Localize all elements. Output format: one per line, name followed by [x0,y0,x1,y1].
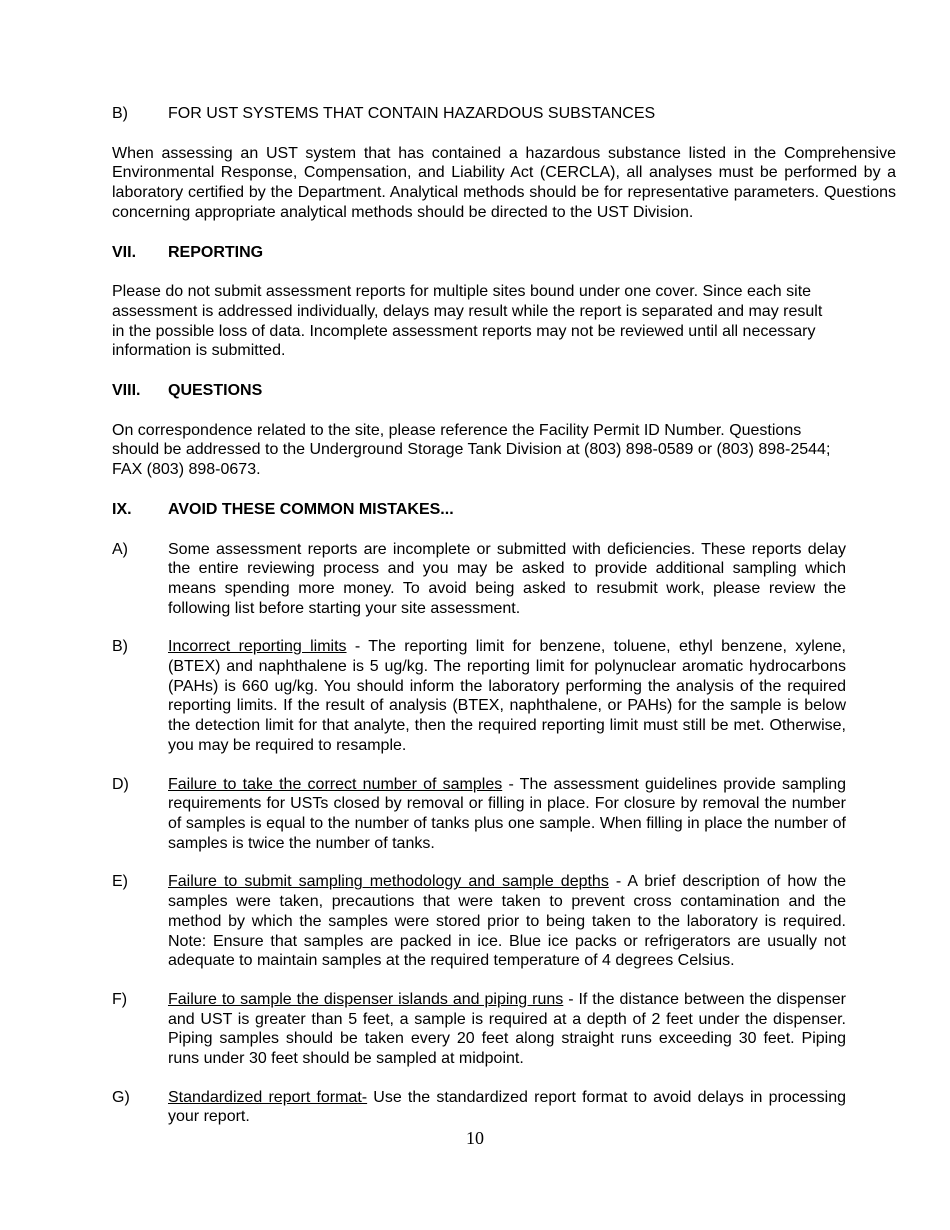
section-vii-number: VII. [112,243,137,261]
section-ix-heading [112,500,896,520]
item-text [168,540,896,619]
item-text [168,637,896,755]
item-body: - A brief description of how the samples were taken, precautions that were taken to prevent cross contamination and the method by which the samples were stored prior to being taken to the laboratory is required. Note: Ensure that samples are packed in ice. Blue ice packs or refrigerators are usually not adequate to maintain samples at the required temperature of 4 degrees Celsius. [168,873,846,970]
section-viii-heading [112,381,896,401]
section-viii-number: VIII. [112,382,141,400]
section-b-title: FOR UST SYSTEMS THAT CONTAIN HAZARDOUS SUBSTANCES [168,105,656,122]
list-item [112,637,896,755]
item-text [168,1088,896,1127]
section-ix-title: AVOID THESE COMMON MISTAKES... [168,500,454,518]
section-viii-title: QUESTIONS [168,382,263,400]
item-label: D) [112,775,129,793]
item-text [168,775,896,854]
item-heading: Failure to sample the dispenser islands and piping runs [168,990,564,1008]
item-label: G) [112,1088,130,1106]
section-viii-body: On correspondence related to the site, please reference the Facility Permit ID Number. Questions should be addressed to the Underground Storage Tank Division at (803) 898-0589 or (803) 898-2544; FAX (803) 898-0673. [112,421,831,479]
item-label: A) [112,540,128,558]
item-body: - The assessment guidelines provide sampling requirements for USTs closed by removal or filling in place. For closure by removal the number of samples is equal to the number of tanks plus one sample. When filling in place the number of samples is twice the number of tanks. [168,775,846,852]
item-heading: Standardized report format- [168,1088,368,1106]
item-body: Some assessment reports are incomplete or submitted with deficiencies. These reports delay the entire reviewing process and you may be asked to provide additional sampling which means spending more money. To avoid being asked to resubmit work, please review the following list before starting your site assessment. [168,540,846,617]
section-ix-number: IX. [112,500,132,518]
section-vii-heading [112,243,896,263]
list-item [112,540,896,619]
item-label: E) [112,873,128,891]
item-label: F) [112,990,128,1008]
item-body: Use the standardized report format to avoid delays in processing your report. [168,1088,846,1126]
section-vii-title: REPORTING [168,243,264,261]
item-heading: Failure to submit sampling methodology and sample depths [168,873,609,891]
item-body: - The reporting limit for benzene, toluene, ethyl benzene, xylene, (BTEX) and naphthalene is 5 ug/kg. The reporting limit for polynuclear aromatic hydrocarbons (PAHs) is 660 ug/kg. You should inform the laboratory performing the analysis of the required reporting limits. If the result of analysis (BTEX, naphthalene, or PAHs) for the sample is below the detection limit for that analyte, then the required reporting limit must still be met. Otherwise, you may be required to resample. [168,638,847,754]
list-item [112,990,896,1069]
document-page [112,104,896,1127]
item-body: - If the distance between the dispenser and UST is greater than 5 feet, a sample is required at a depth of 2 feet under the dispenser. Piping samples should be taken every 20 feet along straight runs exceeding 30 feet. Piping runs under 30 feet should be sampled at midpoint. [168,990,847,1068]
page-number: 10 [466,1128,484,1148]
section-b-body: When assessing an UST system that has contained a hazardous substance listed in the Comprehensive Environmental Response, Compensation, and Liability Act (CERCLA), all analyses must be performed by a laboratory certified by the Department. Analytical methods should be for representative parameters. Questions concerning appropriate analytical methods should be directed to the UST Division. [112,144,896,221]
section-b-heading [112,104,896,124]
list-item [112,1088,896,1127]
item-text [168,990,896,1069]
item-text [168,872,896,971]
item-heading: Failure to take the correct number of samples [168,775,503,793]
list-item [112,872,896,971]
section-b-label: B) [112,105,128,122]
list-item [112,775,896,854]
section-vii-body: Please do not submit assessment reports for multiple sites bound under one cover. Since each site assessment is addressed individually, delays may result while the report is separated and may result in the possible loss of data. Incomplete assessment reports may not be reviewed until all necessary information is submitted. [112,283,823,360]
item-heading: Incorrect reporting limits [168,638,347,656]
item-label: B) [112,638,128,656]
